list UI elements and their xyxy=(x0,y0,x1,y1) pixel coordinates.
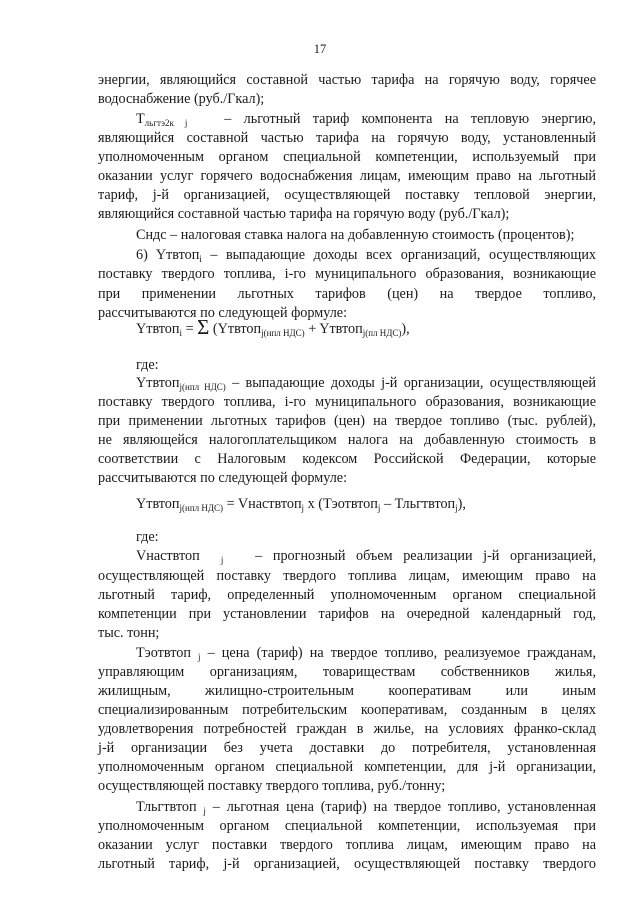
text-line: уполномоченным органом специальной компетенции, используемая при xyxy=(98,818,596,834)
text-line: специализированным потребительским кооперативам, созданным в целях xyxy=(98,702,596,718)
symbol: Yтвтоп$_i$ xyxy=(155,247,202,264)
text-line: поставку твердого топлива, i-го муниципального образования, возникающие xyxy=(98,266,596,282)
text-line: рассчитываются по следующей формуле: xyxy=(98,470,348,486)
text-line: где: xyxy=(136,357,159,373)
symbol: $Т_{льгтэ2к j}$ xyxy=(136,111,188,128)
symbol: Vнаствтоп $_j$ xyxy=(136,548,224,565)
definition-line: 6) Yтвтоп$_i$ – выпадающие доходы всех организаций, осуществляющих xyxy=(136,247,597,264)
text-line: компетенции при установлении тарифов на очередной календарный год, xyxy=(98,606,596,622)
text-line: оказании услуг поставки твердого топлива лицам, имеющим право на xyxy=(98,837,596,853)
definition-line: Сндс – налоговая ставка налога на добавленную стоимость (процентов); xyxy=(136,227,575,243)
formula-1: Yтвтоп$_i$ = Σ (Yтвтоп$_{j(нпл НДС)}$ + Yтвтоп$_{j(пл НДС)}$), xyxy=(136,315,410,339)
definition-line: Тэотвтоп $_j$ – цена (тариф) на твердое топливо, реализуемое гражданам, xyxy=(136,645,597,662)
text-line: управляющим организациям, товариществам собственников жилья, xyxy=(98,664,596,680)
text-line: осуществляющей поставку твердого топлива лицам, имеющим право на xyxy=(98,568,596,584)
text-line: j-й организации без учета доставки до потребителя, установленная xyxy=(98,740,596,756)
text-line: льготный тариф, j-й организацией, осуществляющей поставку твердого xyxy=(98,856,596,872)
text-line: соответствии с Налоговым кодексом Российской Федерации, которые xyxy=(98,451,596,467)
text-line: при применении льготных тарифов (цен) на твердое топливо, xyxy=(98,286,596,302)
formula-2: Yтвтоп$_{j(нпл НДС)}$ = Vнаствтоп$_j$ x (Тэотвтоп$_j$ – Тльгтвтоп$_j$), xyxy=(136,496,466,513)
symbol: Тльгтвтоп $_j$ xyxy=(136,799,206,816)
text-line: тариф, j-й организацией, осуществляющей поставку тепловой энергии, xyxy=(98,187,596,203)
definition-line: Yтвтоп$_{j(нпл НДС)}$ – выпадающие доходы j-й организации, осуществляющей xyxy=(136,375,597,392)
text-line: энергии, являющийся составной частью тарифа на горячую воду, горячее xyxy=(98,72,596,88)
definition-line: Тльгтвтоп $_j$ – льготная цена (тариф) на твердое топливо, установленная xyxy=(136,799,597,816)
symbol: Yтвтоп$_{j(нпл НДС)}$ xyxy=(136,375,226,392)
text-line: жилищным, жилищно-строительным кооперативам или иным xyxy=(98,683,596,699)
text-line: где: xyxy=(136,529,159,545)
text-line: тыс. тонн; xyxy=(98,625,160,641)
text-line: не являющейся налогоплательщиком налога на добавленную стоимость в xyxy=(98,432,596,448)
text-line: осуществляющей поставку твердого топлива, руб./тонну; xyxy=(98,778,446,794)
text-line: поставку твердого топлива, i-го муниципального образования, возникающие xyxy=(98,394,596,410)
text-line: водоснабжение (руб./Гкал); xyxy=(98,91,265,107)
text-line: льготный тариф, определенный уполномоченным органом специальной xyxy=(98,587,596,603)
symbol: Сндс xyxy=(136,227,167,243)
text-line: оказании услуг горячего водоснабжения лицам, имеющим право на льготный xyxy=(98,168,596,184)
page-number: 17 xyxy=(313,42,327,56)
text-line: являющийся составной частью тарифа на горячую воду, установленный xyxy=(98,130,596,146)
text-line: уполномоченным органом специальной компетенции, для j-й организации, xyxy=(98,759,596,775)
text-line: рассчитываются по следующей формуле: xyxy=(98,305,348,321)
text-line: уполномоченным органом специальной компетенции, используемый при xyxy=(98,149,596,165)
text-line: удовлетворения потребностей граждан в жилье, на условиях франко-склад xyxy=(98,721,596,737)
text-line: при применении льготных тарифов (цен) на твердое топливо (тыс. рублей), xyxy=(98,413,596,429)
text-line: являющийся составной частью тарифа на горячую воду (руб./Гкал); xyxy=(98,206,510,222)
definition-line: $Т_{льгтэ2к j}$ – льготный тариф компонента на тепловую энергию, xyxy=(136,111,596,128)
sum-symbol: Σ xyxy=(197,315,210,339)
definition-line: Vнаствтоп $_j$ – прогнозный объем реализации j-й организацией, xyxy=(136,548,597,565)
symbol: Тэотвтоп $_j$ xyxy=(136,645,201,662)
